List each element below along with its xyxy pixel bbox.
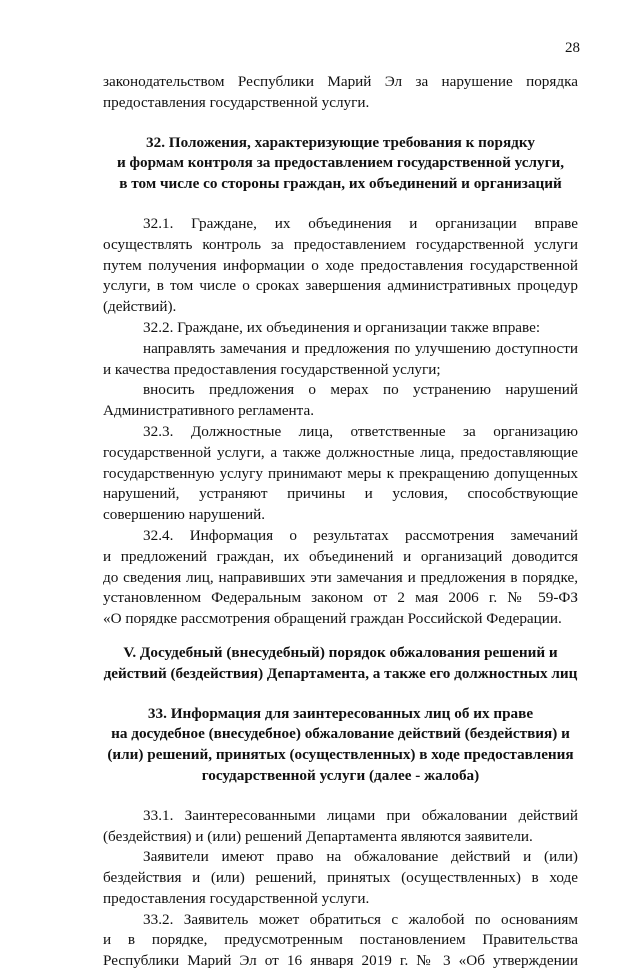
heading-line: и формам контроля за предоставлением государственной услуги, [116,154,565,172]
paragraph-32-2-b [103,380,578,422]
text-line: и предложений граждан, их объединений и организаций доводится [103,547,578,565]
text-line: «О порядке рассмотрения обращений граждан Российской Федерации. [103,610,562,628]
paragraph-32-3 [103,422,578,526]
text-line: Заявители имеют право на обжалование действий и (или) [143,848,578,866]
text-line: бездействия и (или) решений, принятых (осуществленных) в ходе [103,869,578,887]
text-line: осуществлять контроль за предоставлением государственной услуги [103,235,578,253]
text-line: вносить предложения о мерах по устранению нарушений [143,381,578,399]
page-number: 28 [565,40,580,56]
text-line: (действий). [103,298,177,316]
chapter-heading-V [103,643,578,685]
text-line: Административного регламента. [103,402,315,420]
text-line: 32.3. Должностные лица, ответственные за организацию [143,422,578,440]
text-line: направлять замечания и предложения по улучшению доступности [143,339,578,357]
text-line: до сведения лиц, направивших эти замечания и предложения в порядке, [103,568,578,586]
heading-line: действий (бездействия) Департамента, а также его должностных лиц [103,664,578,682]
text-line: предоставления государственной услуги. [103,93,370,111]
text-line: 33.1. Заинтересованными лицами при обжаловании действий [143,806,578,824]
text-line: Республики Марий Эл от 16 января 2019 г. № 3 «Об утверждении [103,952,578,970]
text-line: путем получения информации о ходе предоставления государственной [103,256,578,274]
text-line: установленном Федеральным законом от 2 мая 2006 г. № 59-ФЗ [103,589,578,607]
heading-line: (или) решений, принятых (осуществленных) в ходе предоставления [107,746,574,764]
text-line: совершению нарушений. [103,506,266,524]
text-line: и качества предоставления государственной услуги; [103,360,441,378]
heading-line: V. Досудебный (внесудебный) порядок обжалования решений и [123,643,558,661]
text-line: и в порядке, предусмотренным постановлением Правительства [103,931,578,949]
heading-line: 33. Информация для заинтересованных лиц об их праве [147,704,534,722]
text-line: (бездействия) и (или) решений Департамента являются заявители. [103,827,533,845]
paragraph-33-1 [103,806,578,848]
text-line: 32.1. Граждане, их объединения и организации вправе [143,214,578,232]
heading-line: в том числе со стороны граждан, их объединений и организаций [119,175,562,193]
text-line: нарушений, устраняют причины и условия, способствующие [103,485,578,503]
heading-line: государственной услуги (далее - жалоба) [201,766,480,784]
document-body [103,72,578,972]
heading-line: на досудебное (внесудебное) обжалование действий (бездействия) и [111,725,570,743]
section-heading-32 [103,133,578,195]
text-line: предоставления государственной услуги. [103,889,370,907]
section-heading-33 [103,704,578,787]
text-line: законодательством Республики Марий Эл за нарушение порядка [103,73,578,90]
text-line: государственную услугу принимают меры к прекращению допущенных [103,464,578,482]
paragraph-32-4 [103,526,578,630]
paragraph-32-2-a [103,339,578,381]
paragraph-33-2 [103,910,578,972]
paragraph-33-1-b [103,847,578,909]
text-line: 33.2. Заявитель может обратиться с жалобой по основаниям [143,910,578,928]
paragraph-32-1 [103,214,578,318]
paragraph-32-2: 32.2. Граждане, их объединения и организации также вправе: [143,318,541,336]
text-line: услуги, в том числе о сроках завершения административных процедур [103,277,578,295]
text-line: государственной услуги, а также должностные лица, предоставляющие [103,443,578,461]
heading-line: 32. Положения, характеризующие требования к порядку [146,133,535,151]
text-line: 32.4. Информация о результатах рассмотрения замечаний [143,526,578,544]
